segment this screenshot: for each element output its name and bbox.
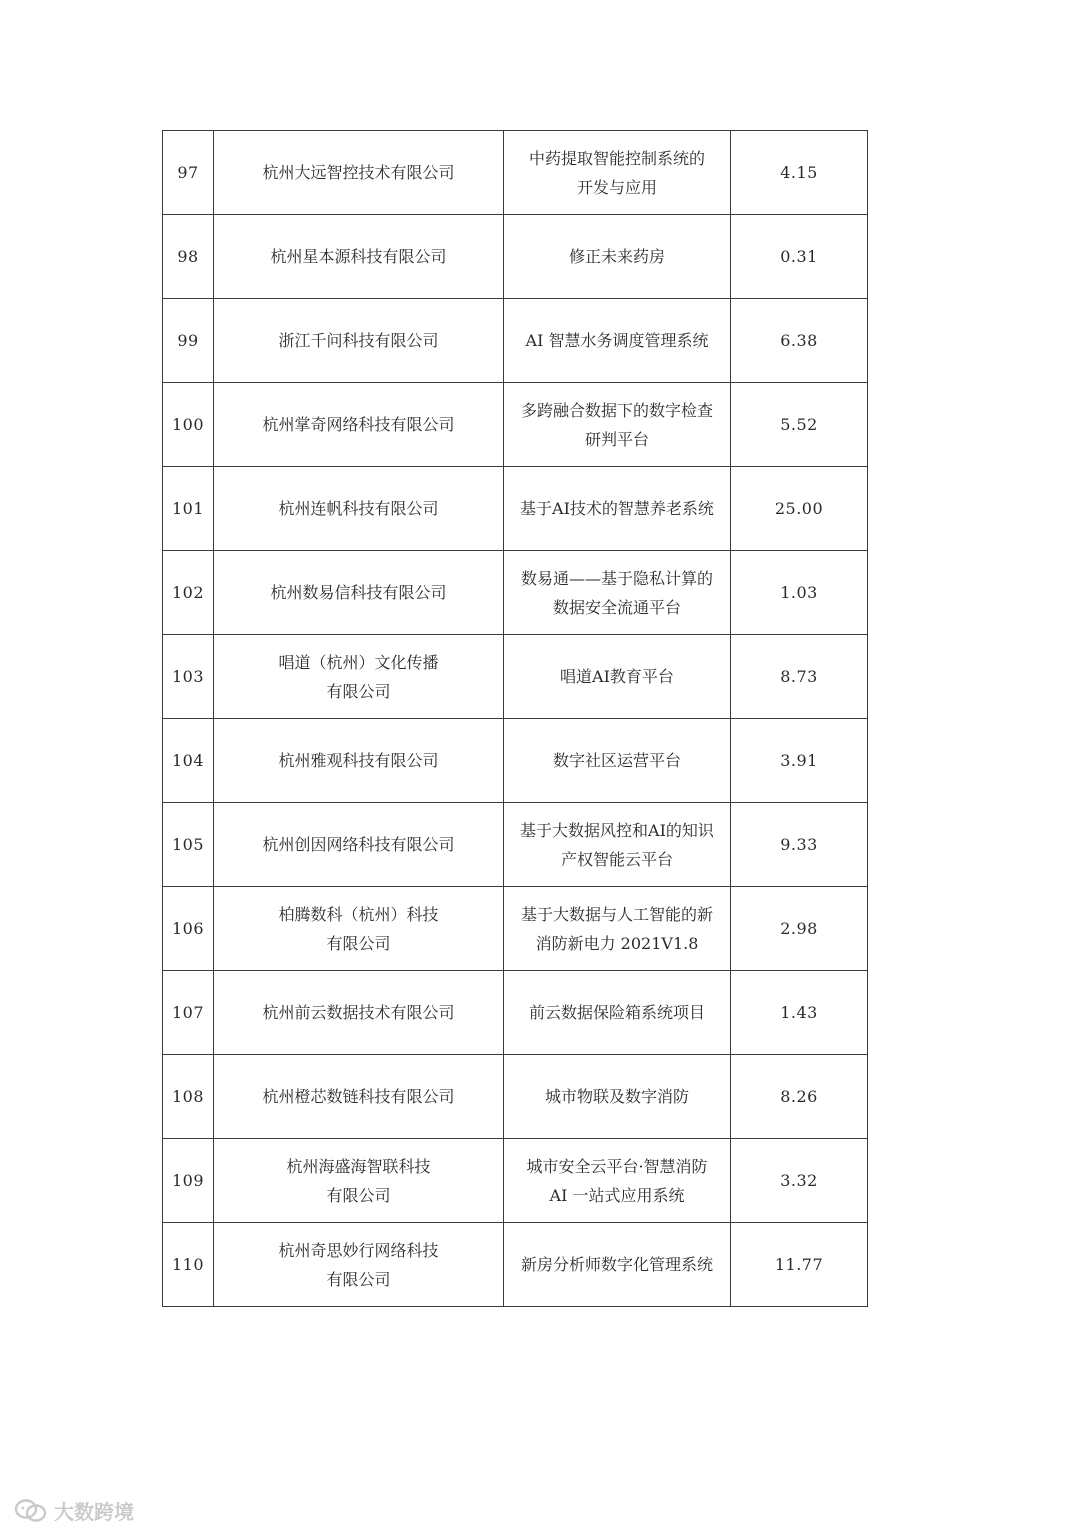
table-row: [163, 467, 868, 551]
company-name: 杭州前云数据技术有限公司: [262, 1003, 455, 1022]
project-name: 城市物联及数字消防: [544, 1087, 689, 1106]
project-name-cell: [504, 299, 731, 383]
amount: 8.73: [780, 667, 818, 686]
amount-cell: [731, 1223, 868, 1307]
project-name-cell: [504, 719, 731, 803]
amount-cell: [731, 887, 868, 971]
row-number-cell: [163, 131, 214, 215]
amount-cell: [731, 467, 868, 551]
company-name: 杭州星本源科技有限公司: [270, 247, 447, 266]
row-number-cell: [163, 299, 214, 383]
amount-cell: [731, 299, 868, 383]
project-name-cell: [504, 887, 731, 971]
amount: 1.03: [780, 583, 818, 602]
company-name-cell: [214, 131, 504, 215]
project-name-cell: [504, 803, 731, 887]
company-name-cell: [214, 551, 504, 635]
project-name: 数字社区运营平台: [552, 751, 681, 770]
amount: 25.00: [774, 499, 824, 518]
project-name-cell: [504, 551, 731, 635]
funding-table: [162, 130, 868, 1307]
amount: 2.98: [780, 919, 818, 938]
project-name: 中药提取智能控制系统的 开发与应用: [528, 148, 705, 197]
company-name: 杭州奇思妙行网络科技 有限公司: [278, 1240, 439, 1289]
company-name: 杭州橙芯数链科技有限公司: [262, 1087, 455, 1106]
amount: 6.38: [780, 331, 818, 350]
table-row: [163, 131, 868, 215]
project-name-cell: [504, 1055, 731, 1139]
table-row: [163, 299, 868, 383]
amount-cell: [731, 215, 868, 299]
row-number: 102: [171, 583, 205, 602]
amount-cell: [731, 131, 868, 215]
company-name-cell: [214, 215, 504, 299]
amount-cell: [731, 1055, 868, 1139]
project-name-cell: [504, 383, 731, 467]
project-name: AI 智慧水务调度管理系统: [525, 331, 709, 350]
company-name: 杭州大远智控技术有限公司: [262, 163, 455, 182]
company-name-cell: [214, 887, 504, 971]
table-body: [163, 131, 868, 1307]
amount: 11.77: [774, 1255, 824, 1274]
company-name: 杭州数易信科技有限公司: [270, 583, 447, 602]
company-name-cell: [214, 1055, 504, 1139]
company-name-cell: [214, 383, 504, 467]
company-name: 杭州海盛海智联科技 有限公司: [286, 1156, 431, 1205]
row-number: 101: [171, 499, 205, 518]
row-number: 98: [177, 247, 199, 266]
row-number-cell: [163, 467, 214, 551]
row-number-cell: [163, 719, 214, 803]
amount: 3.91: [780, 751, 818, 770]
project-name: 前云数据保险箱系统项目: [528, 1003, 705, 1022]
company-name-cell: [214, 719, 504, 803]
company-name-cell: [214, 803, 504, 887]
row-number: 106: [171, 919, 205, 938]
row-number: 107: [171, 1003, 205, 1022]
project-name: 城市安全云平台·智慧消防 AI 一站式应用系统: [526, 1156, 708, 1205]
project-name: 新房分析师数字化管理系统: [520, 1255, 713, 1274]
project-name-cell: [504, 467, 731, 551]
row-number-cell: [163, 635, 214, 719]
watermark-text: 大数跨境: [54, 1500, 134, 1524]
amount-cell: [731, 971, 868, 1055]
table-row: [163, 803, 868, 887]
table-row: [163, 215, 868, 299]
table-row: [163, 971, 868, 1055]
company-name: 杭州连帆科技有限公司: [278, 499, 439, 518]
amount-cell: [731, 635, 868, 719]
row-number: 97: [177, 163, 199, 182]
project-name-cell: [504, 1139, 731, 1223]
row-number: 110: [171, 1255, 205, 1274]
row-number-cell: [163, 1055, 214, 1139]
company-name-cell: [214, 467, 504, 551]
row-number-cell: [163, 1223, 214, 1307]
row-number: 99: [177, 331, 199, 350]
project-name: 数易通——基于隐私计算的 数据安全流通平台: [520, 568, 713, 617]
amount: 4.15: [780, 163, 818, 182]
table-row: [163, 635, 868, 719]
amount-cell: [731, 803, 868, 887]
project-name: 修正未来药房: [568, 247, 665, 266]
amount: 8.26: [780, 1087, 818, 1106]
company-name-cell: [214, 1223, 504, 1307]
row-number-cell: [163, 1139, 214, 1223]
row-number-cell: [163, 803, 214, 887]
company-name: 杭州雅观科技有限公司: [278, 751, 439, 770]
row-number-cell: [163, 215, 214, 299]
amount-cell: [731, 383, 868, 467]
row-number-cell: [163, 551, 214, 635]
row-number-cell: [163, 887, 214, 971]
row-number: 105: [171, 835, 205, 854]
table-row: [163, 551, 868, 635]
company-name: 柏腾数科（杭州）科技 有限公司: [278, 904, 439, 953]
amount: 1.43: [780, 1003, 818, 1022]
row-number-cell: [163, 383, 214, 467]
company-name: 唱道（杭州）文化传播 有限公司: [278, 652, 439, 701]
project-name-cell: [504, 971, 731, 1055]
table-row: [163, 1055, 868, 1139]
row-number: 108: [171, 1087, 205, 1106]
project-name: 多跨融合数据下的数字检查 研判平台: [520, 400, 713, 449]
table-row: [163, 1223, 868, 1307]
amount: 3.32: [780, 1171, 818, 1190]
watermark: [14, 1496, 134, 1525]
company-name-cell: [214, 635, 504, 719]
amount: 9.33: [780, 835, 818, 854]
row-number: 104: [171, 751, 205, 770]
company-name: 浙江千问科技有限公司: [278, 331, 439, 350]
company-name-cell: [214, 1139, 504, 1223]
company-name: 杭州创因网络科技有限公司: [262, 835, 455, 854]
project-name-cell: [504, 1223, 731, 1307]
row-number: 109: [171, 1171, 205, 1190]
amount-cell: [731, 719, 868, 803]
project-name-cell: [504, 215, 731, 299]
row-number: 103: [171, 667, 205, 686]
project-name-cell: [504, 635, 731, 719]
project-name: 基于大数据风控和AI的知识 产权智能云平台: [520, 820, 714, 869]
row-number-cell: [163, 971, 214, 1055]
project-name-cell: [504, 131, 731, 215]
amount: 5.52: [780, 415, 818, 434]
amount: 0.31: [780, 247, 818, 266]
row-number: 100: [171, 415, 205, 434]
amount-cell: [731, 551, 868, 635]
project-name: 基于大数据与人工智能的新 消防新电力 2021V1.8: [520, 904, 713, 953]
company-name-cell: [214, 299, 504, 383]
amount-cell: [731, 1139, 868, 1223]
table-row: [163, 383, 868, 467]
company-name: 杭州掌奇网络科技有限公司: [262, 415, 455, 434]
company-name-cell: [214, 971, 504, 1055]
project-name: 基于AI技术的智慧养老系统: [520, 499, 714, 518]
table-row: [163, 887, 868, 971]
table-row: [163, 719, 868, 803]
table-row: [163, 1139, 868, 1223]
project-name: 唱道AI教育平台: [560, 667, 674, 686]
wechat-logo-icon: [14, 1498, 48, 1524]
